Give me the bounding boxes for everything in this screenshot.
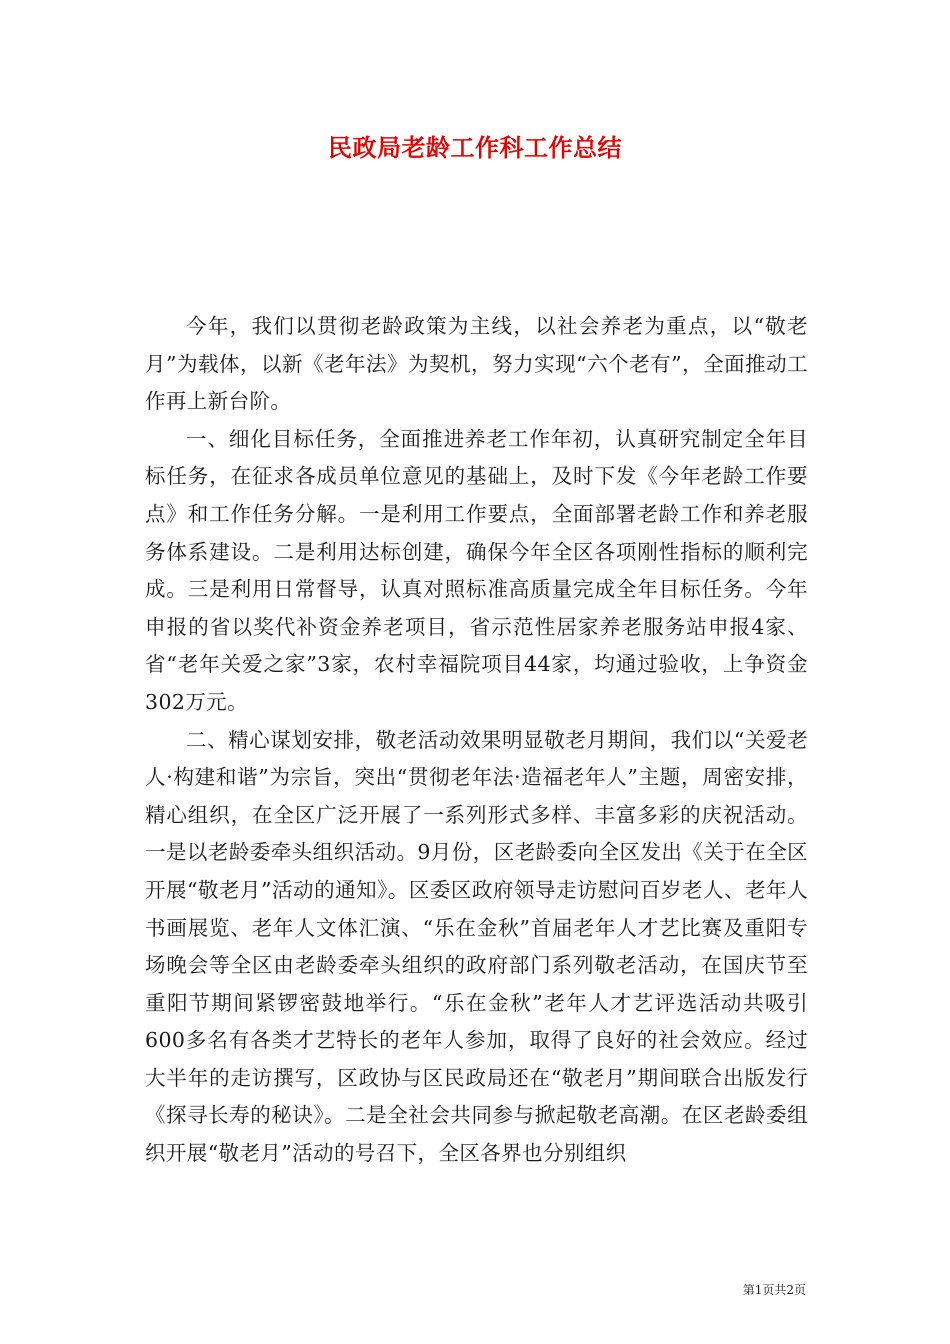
document-body bbox=[145, 308, 808, 1173]
paragraph-section-two: 二、精心谋划安排，敬老活动效果明显敬老月期间，我们以“关爱老人·构建和谐”为宗旨，突出“贯彻老年法·造福老年人”主题，周密安排，精心组织，在全区广泛开展了一系列形式多样、丰富多彩的庆祝活动。一是以老龄委牵头组织活动。9月份，区老龄委向全区发出《关于在全区开展“敬老月”活动的通知》。区委区政府领导走访慰问百岁老人、老年人书画展览、老年人文体汇演、“乐在金秋”首届老年人才艺比赛及重阳专场晚会等全区由老龄委牵头组织的政府部门系列敬老活动，在国庆节至重阳节期间紧锣密鼓地举行。“乐在金秋”老年人才艺评选活动共吸引600多名有各类才艺特长的老年人参加，取得了良好的社会效应。经过大半年的走访撰写，区政协与区民政局还在“敬老月”期间联合出版发行《探寻长寿的秘诀》。二是全社会共同参与掀起敬老高潮。在区老龄委组织开展“敬老月”活动的号召下，全区各界也分别组织 bbox=[145, 727, 808, 1166]
paragraph-section-one: 一、细化目标任务，全面推进养老工作年初，认真研究制定全年目标任务，在征求各成员单位意见的基础上，及时下发《今年老龄工作要点》和工作任务分解。一是利用工作要点，全面部署老龄工作和养老服务体系建设。二是利用达标创建，确保今年全区各项刚性指标的顺利完成。三是利用日常督导，认真对照标准高质量完成全年目标任务。今年申报的省以奖代补资金养老项目，省示范性居家养老服务站申报4家、省“老年关爱之家”3家，农村幸福院项目44家，均通过验收，上争资金302万元。 bbox=[145, 426, 808, 714]
page-number: 第1页共2页 bbox=[742, 1283, 806, 1297]
paragraph-intro: 今年，我们以贯彻老龄政策为主线，以社会养老为重点，以“敬老月”为载体，以新《老年法》为契机，努力实现“六个老有”，全面推动工作再上新台阶。 bbox=[145, 314, 808, 414]
document-title: 民政局老龄工作科工作总结 bbox=[328, 134, 622, 162]
